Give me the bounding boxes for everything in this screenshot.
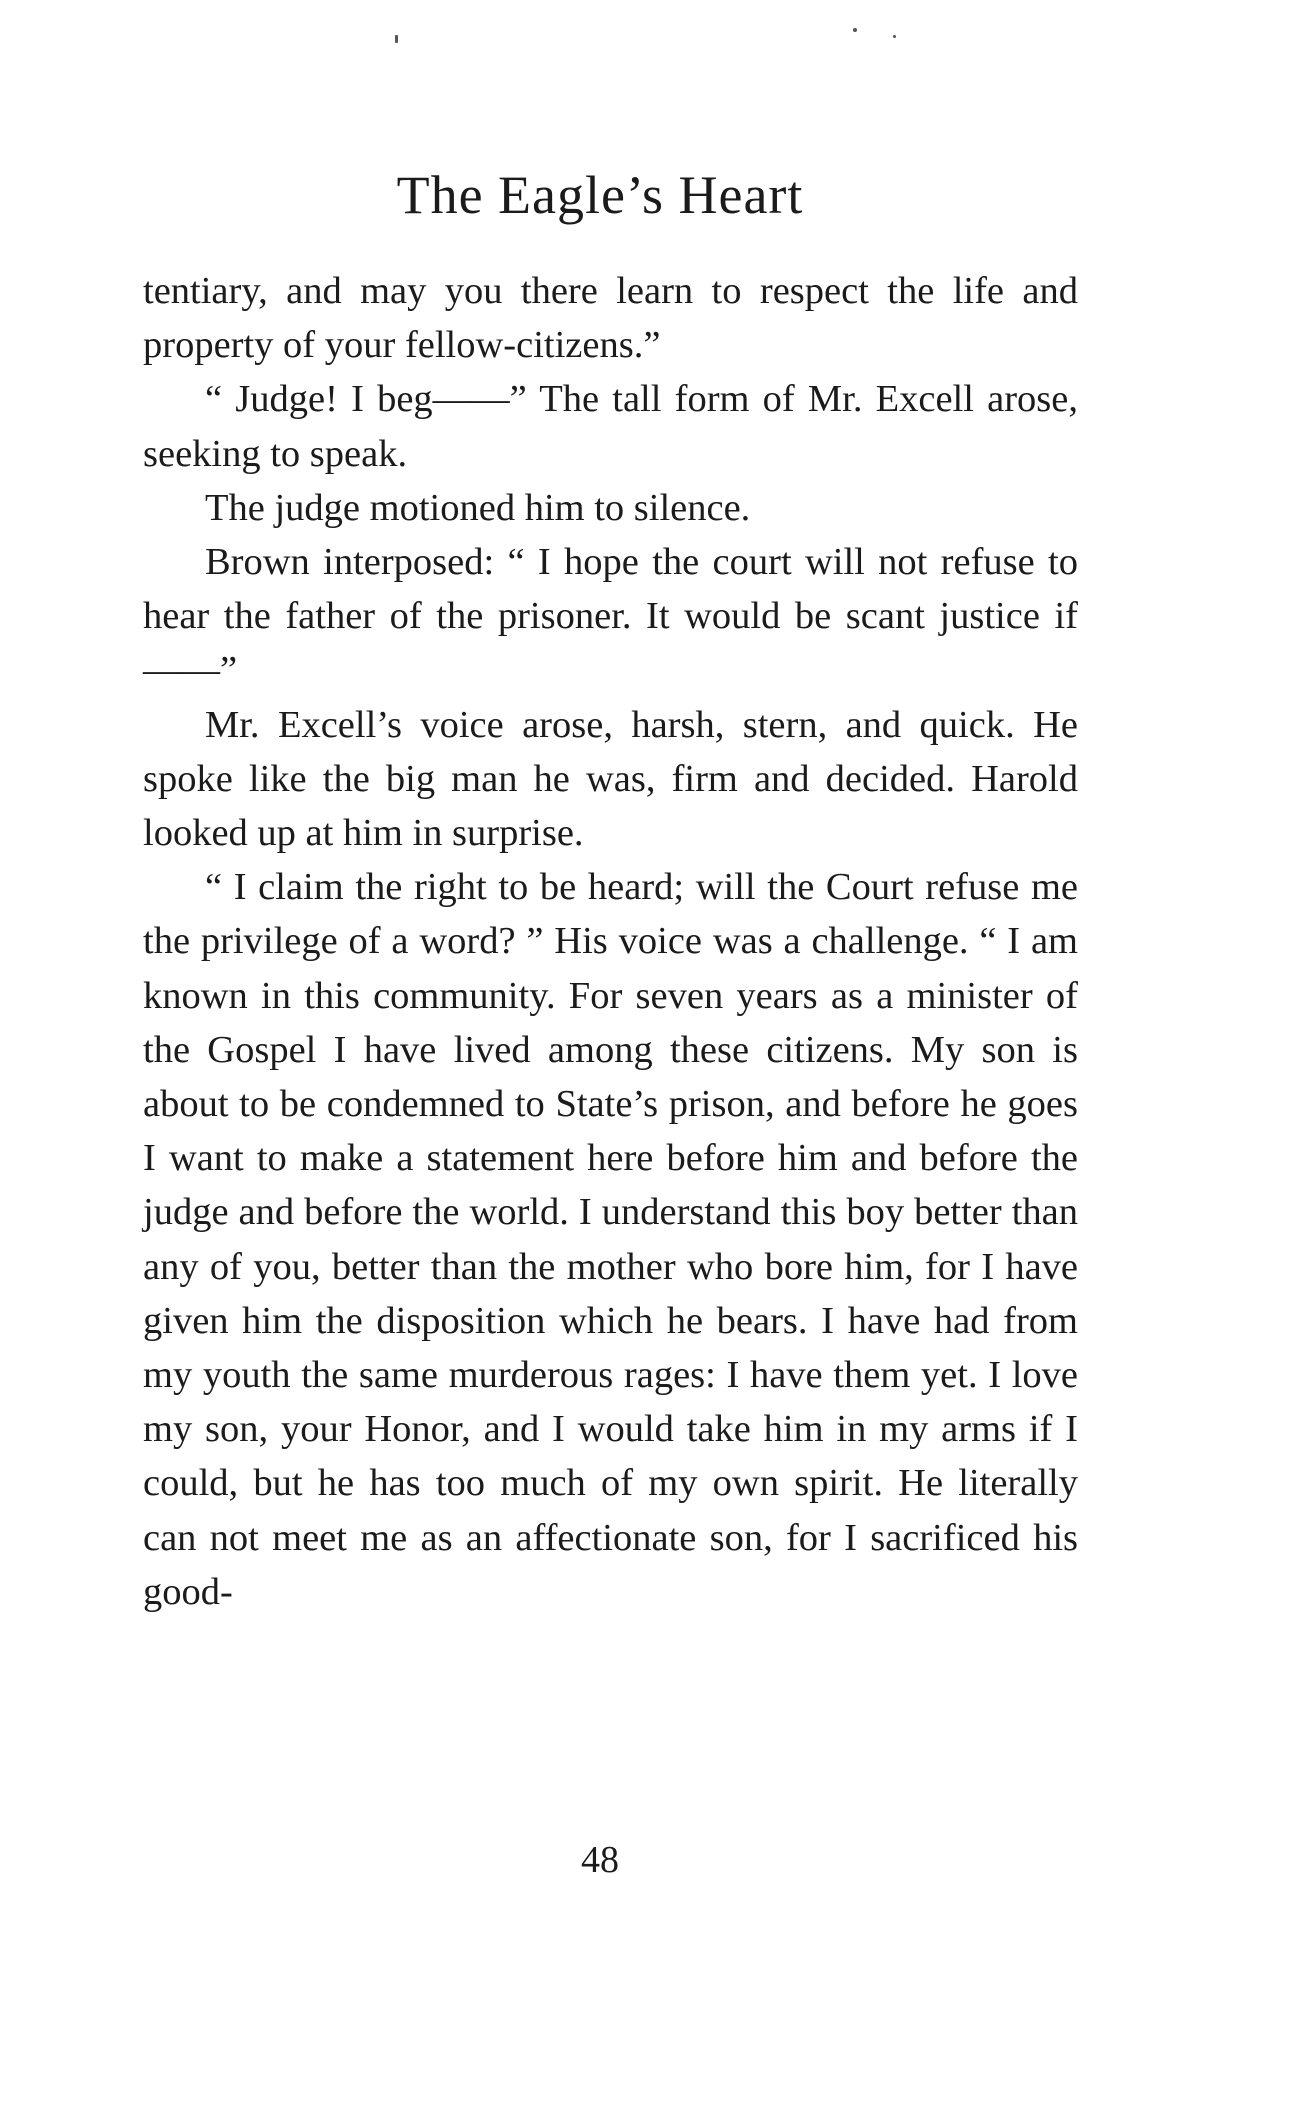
- scan-speck: [853, 28, 857, 32]
- paragraph: The judge motioned him to silence.: [205, 486, 751, 529]
- paragraph: Mr. Excell’s voice arose, harsh, stern, and quick. He spoke like the big man he was, firm and decided. Harold looked up at him in surprise.: [143, 703, 1078, 855]
- paragraph: “ I claim the right to be heard; will the Court refuse me the privilege of a word? ” His voice was a challenge. “ I am known in this community. For seven years as a minister of the Gospel I have lived among these citizens. My son is about to be condemned to State’s prison, and before he goes I want to make a statement here before him and before the judge and before the world. I understand this boy better than any of you, better than the mother who bore him, for I have given him the disposition which he bears. I have had from my youth the same murderous rages: I have them yet. I love my son, your Honor, and I would take him in my arms if I could, but he has too much of my own spirit. He literally can not meet me as an affectionate son, for I sacrificed his good-: [143, 866, 1078, 1613]
- paragraph: “ Judge! I beg——” The tall form of Mr. Excell arose, seeking to speak.: [143, 378, 1078, 475]
- paragraph: tentiary, and may you there learn to respect the life and property of your fellow-citizens.”: [143, 270, 1078, 367]
- body-text: [143, 264, 1078, 1619]
- scan-speck: [395, 35, 398, 43]
- paragraph: Brown interposed: “ I hope the court will not refuse to hear the father of the prisoner. It would be scant justice if——”: [143, 541, 1078, 692]
- running-head: The Eagle’s Heart: [396, 165, 804, 225]
- scan-speck: [893, 35, 896, 38]
- page-number: 48: [581, 1839, 619, 1881]
